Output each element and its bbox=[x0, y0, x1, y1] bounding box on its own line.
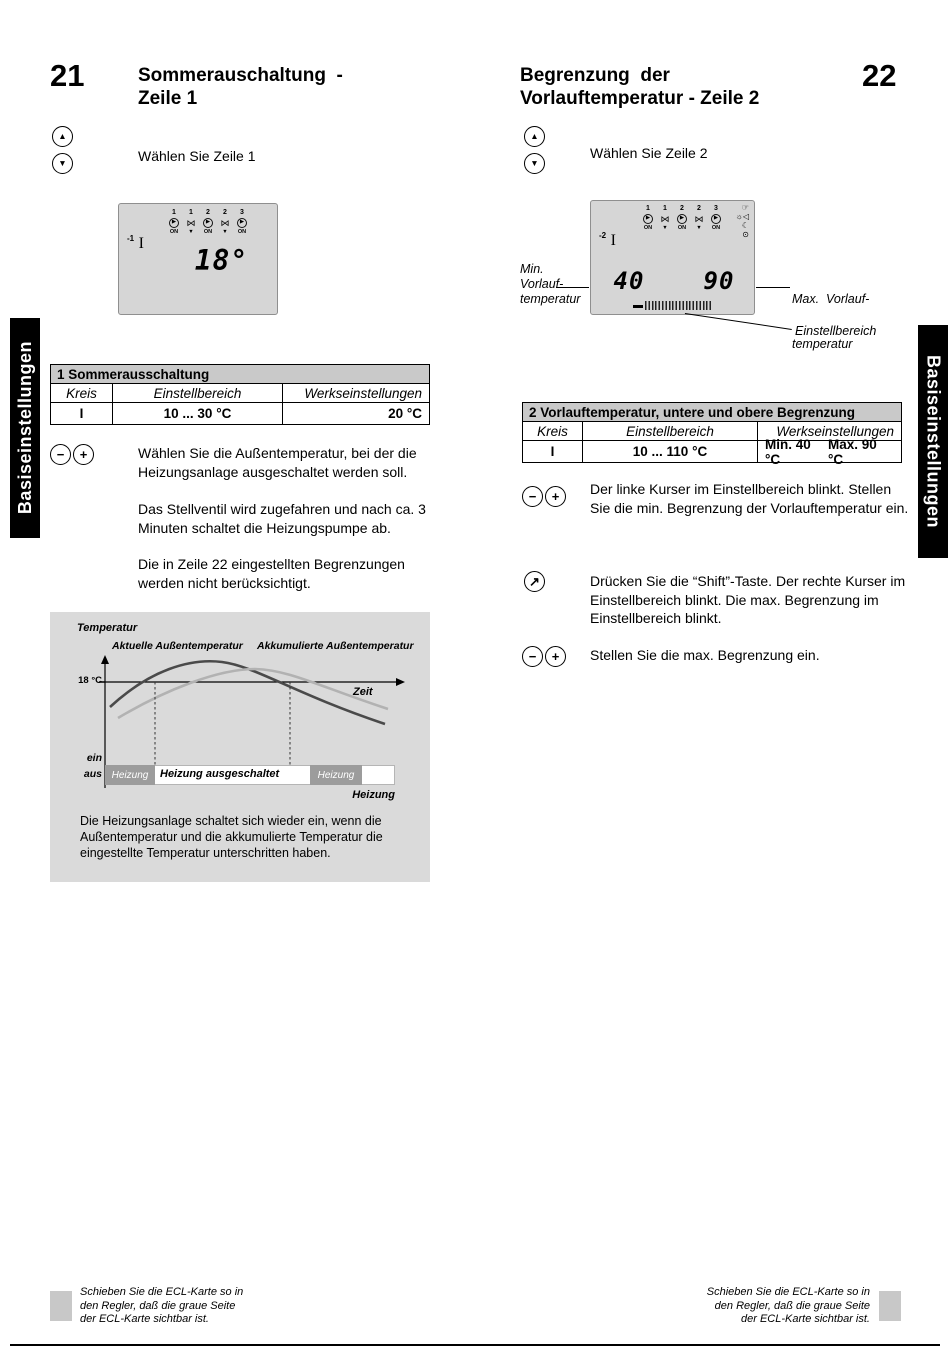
factory-max: Max. 90 °C bbox=[828, 436, 877, 467]
left-paragraph-3: Die in Zeile 22 eingestellten Begrenzungen werden nicht berücksichtigt. bbox=[138, 556, 405, 591]
cell-kreis: I bbox=[51, 403, 113, 424]
minus-button-right-1 bbox=[522, 486, 543, 507]
setback-moon-icon: ☾ bbox=[741, 221, 749, 230]
minus-button-right-2 bbox=[522, 646, 543, 667]
table-row bbox=[51, 403, 429, 424]
circuit-number: 3 bbox=[714, 205, 718, 212]
down-arrow-icon: ▼ bbox=[530, 158, 539, 169]
cell-range: 10 ... 110 °C bbox=[583, 441, 758, 462]
left-paragraph-2: Das Stellventil wird zugefahren und nach ca. 3 Minuten schaltet die Heizungspumpe ab. bbox=[138, 501, 426, 536]
circuit-indicator bbox=[127, 234, 144, 253]
circuit-number: 2 bbox=[223, 209, 227, 216]
valve-icon: ⋈ bbox=[186, 218, 196, 228]
up-arrow-icon: ▲ bbox=[58, 131, 67, 142]
right-paragraph-3: Stellen Sie die max. Begrenzung ein. bbox=[590, 647, 820, 663]
band-heizung-on-1: Heizung bbox=[105, 765, 155, 785]
min-label-line2: Vorlauf- bbox=[520, 277, 564, 291]
on-label: ON bbox=[203, 229, 213, 235]
chart-caption: Die Heizungsanlage schaltet sich wieder ein, wenn die Außentemperatur und die akkumulierte Temperatur die eingestellte Temperatur unterschritten haben. bbox=[80, 814, 383, 860]
lcd-display-zeile2 bbox=[590, 200, 755, 315]
circuit-roman: I bbox=[610, 232, 616, 249]
valve-close-icon: ▼ bbox=[222, 229, 228, 235]
circuit-number: 2 bbox=[206, 209, 210, 216]
on-label: ON bbox=[677, 225, 687, 231]
footer-line2: den Regler, daß die graue Seite bbox=[80, 1299, 236, 1312]
left-title-line2: Zeile 1 bbox=[138, 88, 198, 109]
right-paragraph-1: Der linke Kurser im Einstellbereich blinkt. Stellen Sie die min. Begrenzung der Vorlauftemperatur ein. bbox=[590, 481, 909, 516]
plus-icon: + bbox=[79, 447, 88, 462]
table-header-row bbox=[51, 384, 429, 403]
table-title: 2 Vorlauftemperatur, untere und obere Begrenzung bbox=[523, 403, 901, 422]
table-vorlauftemperatur bbox=[522, 402, 902, 467]
band-off-axis-label: aus bbox=[83, 768, 102, 780]
circuit-1-valve bbox=[184, 209, 198, 236]
circuit-2-valve bbox=[218, 209, 232, 236]
plus-icon: + bbox=[551, 649, 560, 664]
valve-close-icon: ▼ bbox=[662, 225, 668, 231]
circuit-3-pump bbox=[235, 209, 249, 236]
cell-kreis: I bbox=[523, 441, 583, 462]
circuit-number: 2 bbox=[697, 205, 701, 212]
col-werkseinstellungen: Werkseinstellungen bbox=[758, 422, 901, 441]
sun-icon: ☼ bbox=[735, 212, 743, 221]
chart-tick-18c: 18 °C bbox=[78, 675, 102, 686]
footer-note-right bbox=[695, 1286, 870, 1327]
circuit-2-pump bbox=[675, 205, 689, 232]
page-number-22: 22 bbox=[862, 58, 897, 93]
up-arrow-icon: ▲ bbox=[530, 131, 539, 142]
on-label: ON bbox=[169, 229, 179, 235]
minus-icon: − bbox=[56, 447, 65, 462]
page-number-21: 21 bbox=[50, 58, 85, 93]
valve-icon: ⋈ bbox=[694, 214, 704, 224]
plus-button-left bbox=[73, 444, 94, 465]
footer-line3: der ECL-Karte sichtbar ist. bbox=[80, 1313, 209, 1325]
circuit-number: 1 bbox=[189, 209, 193, 216]
pump-icon: ▶ bbox=[203, 218, 213, 228]
col-werkseinstellungen: Werkseinstellungen bbox=[283, 384, 429, 403]
pump-icon: ▶ bbox=[711, 214, 721, 224]
circuit-2-pump bbox=[201, 209, 215, 236]
footer-line2: den Regler, daß die graue Seite bbox=[714, 1299, 870, 1312]
circuit-roman: I bbox=[138, 235, 144, 252]
table-title: 1 Sommerausschaltung bbox=[51, 365, 429, 384]
sidebar-right-basiseinstellungen bbox=[918, 325, 948, 558]
circuit-number: 1 bbox=[646, 205, 650, 212]
setting-range-scale bbox=[645, 301, 713, 310]
pump-icon: ▶ bbox=[677, 214, 687, 224]
circuit-number: 3 bbox=[240, 209, 244, 216]
footer-line3: der ECL-Karte sichtbar ist. bbox=[741, 1313, 870, 1325]
min-label-line1: Min. bbox=[520, 262, 544, 276]
valve-close-icon: ▼ bbox=[696, 225, 702, 231]
bottom-rule bbox=[10, 1344, 940, 1346]
circuit-1-pump bbox=[167, 209, 181, 236]
max-label-line2: temperatur bbox=[792, 337, 853, 351]
factory-min: Min. 40 °C bbox=[765, 436, 811, 467]
circuit-number: 2 bbox=[680, 205, 684, 212]
down-button-left bbox=[52, 153, 73, 174]
cell-range: 10 ... 30 °C bbox=[113, 403, 283, 424]
on-label: ON bbox=[711, 225, 721, 231]
comfort-row bbox=[736, 212, 750, 221]
circuit-1-valve bbox=[658, 205, 672, 232]
min-cursor-mark bbox=[633, 305, 643, 308]
band-on-axis-label: ein bbox=[86, 752, 102, 764]
shift-button bbox=[524, 571, 545, 592]
minus-icon: − bbox=[528, 489, 537, 504]
chart-xlabel-zeit: Zeit bbox=[353, 686, 373, 698]
valve-icon: ⋈ bbox=[220, 218, 230, 228]
line-number: -1 bbox=[127, 234, 135, 243]
on-label: ON bbox=[237, 229, 247, 235]
circuit-status-icons bbox=[167, 209, 249, 236]
right-title bbox=[520, 64, 860, 110]
pump-icon: ▶ bbox=[643, 214, 653, 224]
einstellbereich-label: Einstellbereich bbox=[795, 324, 877, 338]
ecl-card-thumbnail-right bbox=[879, 1291, 901, 1321]
pump-icon: ▶ bbox=[169, 218, 179, 228]
footer-note-left bbox=[80, 1286, 260, 1327]
line-number: -2 bbox=[599, 231, 607, 240]
max-label-line1: Max. Vorlauf- bbox=[792, 292, 870, 306]
footer-line1: Schieben Sie die ECL-Karte so in bbox=[706, 1286, 870, 1298]
standby-icon: ⊙ bbox=[742, 230, 749, 239]
range-leader-line bbox=[685, 313, 792, 330]
plus-button-right-1 bbox=[545, 486, 566, 507]
right-title-line2: Vorlauftemperatur - Zeile 2 bbox=[520, 88, 760, 109]
sidebar-left-basiseinstellungen bbox=[10, 318, 40, 538]
circuit-indicator bbox=[599, 231, 616, 250]
table-row bbox=[523, 436, 901, 467]
left-title bbox=[138, 64, 468, 110]
plus-button-right-2 bbox=[545, 646, 566, 667]
sidebar-left-label: Basiseinstellungen bbox=[14, 341, 35, 515]
sidebar-right-label: Basiseinstellungen bbox=[923, 354, 944, 529]
circuit-status-icons bbox=[641, 205, 723, 232]
down-arrow-icon: ▼ bbox=[58, 158, 67, 169]
up-button-left bbox=[52, 126, 73, 147]
shift-arrow-icon: ↗ bbox=[529, 574, 540, 589]
display-min-value: 40 bbox=[613, 267, 645, 295]
band-axis-heizung: Heizung bbox=[352, 789, 395, 801]
col-kreis: Kreis bbox=[51, 384, 113, 403]
circuit-2-valve bbox=[692, 205, 706, 232]
min-label-line3: temperatur bbox=[520, 292, 581, 306]
plus-icon: + bbox=[551, 489, 560, 504]
circuit-number: 1 bbox=[663, 205, 667, 212]
col-einstellbereich: Einstellbereich bbox=[113, 384, 283, 403]
col-kreis: Kreis bbox=[523, 422, 583, 441]
minus-icon: − bbox=[528, 649, 537, 664]
cell-factory: 20 °C bbox=[388, 406, 422, 421]
pump-icon: ▶ bbox=[237, 218, 247, 228]
band-heizung-off: Heizung ausgeschaltet bbox=[160, 768, 280, 780]
lcd-display-zeile1 bbox=[118, 203, 278, 315]
circuit-3-pump bbox=[709, 205, 723, 232]
cell-factory bbox=[758, 436, 901, 467]
col-einstellbereich: Einstellbereich bbox=[583, 422, 758, 441]
down-button-right bbox=[524, 153, 545, 174]
left-select-hint: Wählen Sie Zeile 1 bbox=[138, 148, 256, 164]
hand-mode-icon: ☞ bbox=[741, 203, 749, 212]
display-max-value: 90 bbox=[703, 267, 735, 295]
table-sommerausschaltung bbox=[50, 364, 430, 425]
footer-line1: Schieben Sie die ECL-Karte so in bbox=[80, 1286, 244, 1298]
left-title-line1: Sommerauschaltung - bbox=[138, 65, 343, 86]
min-leader-line bbox=[556, 287, 589, 288]
display-value: 18° bbox=[194, 244, 249, 277]
circuit-1-pump bbox=[641, 205, 655, 232]
max-leader-line bbox=[756, 287, 790, 288]
right-title-line1: Begrenzung der bbox=[520, 65, 670, 86]
right-paragraph-2: Drücken Sie die “Shift”-Taste. Der rechte Kurser im Einstellbereich blinkt. Die max. Begrenzung im Einstellbereich blinkt. bbox=[590, 573, 906, 626]
up-button-right bbox=[524, 126, 545, 147]
mode-icons bbox=[736, 203, 750, 239]
left-paragraph-1: Wählen Sie die Außentemperatur, bei der die Heizungsanlage ausgeschaltet werden soll. bbox=[138, 445, 417, 480]
mode-arrow-icon: ◁ bbox=[742, 212, 749, 221]
on-label: ON bbox=[643, 225, 653, 231]
min-vorlauf-label bbox=[520, 262, 588, 307]
max-vorlauf-label bbox=[792, 262, 892, 382]
right-select-hint: Wählen Sie Zeile 2 bbox=[590, 145, 708, 161]
band-heizung-on-2: Heizung bbox=[310, 765, 362, 785]
circuit-number: 1 bbox=[172, 209, 176, 216]
ecl-card-thumbnail-left bbox=[50, 1291, 72, 1321]
chart-ylabel: Temperatur bbox=[77, 622, 138, 634]
valve-icon: ⋈ bbox=[660, 214, 670, 224]
minus-button-left bbox=[50, 444, 71, 465]
chart-legend-actual: Aktuelle Außentemperatur bbox=[112, 640, 243, 652]
chart-legend-accumulated: Akkumulierte Außentemperatur bbox=[257, 640, 414, 652]
valve-close-icon: ▼ bbox=[188, 229, 194, 235]
